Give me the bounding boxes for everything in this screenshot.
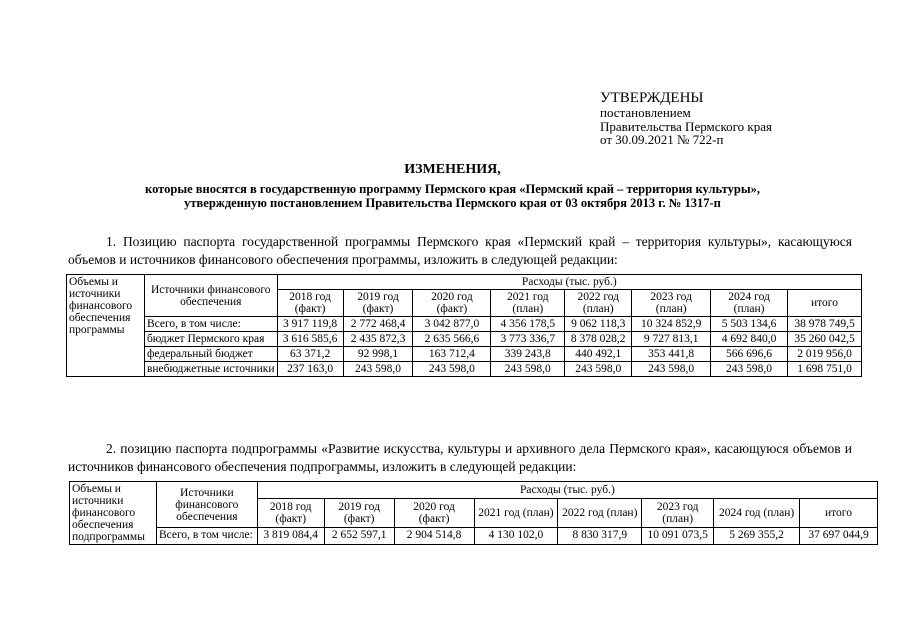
source-cell: Всего, в том числе: — [144, 317, 277, 332]
value-cell: 9 062 118,3 — [565, 317, 632, 332]
value-cell: 243 598,0 — [632, 362, 711, 377]
source-cell: внебюджетные источники — [144, 362, 277, 377]
value-cell: 3 042 877,0 — [413, 317, 491, 332]
paragraph-2-text: позицию паспорта подпрограммы «Развитие искусства, культуры и архивного дела Пермского края», касающуюся объемов и источников финансового обеспечения подпрограммы, изложить в следующей редакции: — [68, 441, 852, 474]
year-header: 2023 год (план) — [632, 290, 711, 317]
year-header: 2018 год (факт) — [277, 290, 343, 317]
expenses-header: Расходы (тыс. руб.) — [257, 482, 877, 499]
total-header: итого — [788, 290, 862, 317]
year-header: 2022 год (план) — [558, 498, 642, 528]
value-cell: 5 269 355,2 — [714, 528, 800, 545]
approval-line-2: Правительства Пермского края — [600, 118, 772, 134]
year-header: 2020 год (факт) — [413, 290, 491, 317]
document-subtitle — [0, 183, 905, 210]
paragraph-2-number: 2. — [106, 441, 117, 456]
value-cell: 243 598,0 — [413, 362, 491, 377]
value-cell: 2 652 597,1 — [324, 528, 394, 545]
value-cell: 243 598,0 — [711, 362, 788, 377]
value-cell: 2 635 566,6 — [413, 332, 491, 347]
value-cell: 566 696,6 — [711, 347, 788, 362]
value-cell: 3 819 084,4 — [257, 528, 324, 545]
value-cell: 440 492,1 — [565, 347, 632, 362]
document-title: ИЗМЕНЕНИЯ, — [404, 162, 501, 177]
expenses-header: Расходы (тыс. руб.) — [277, 275, 861, 290]
position-label: Объемы и источники финансового обеспечения программы — [67, 275, 145, 377]
value-cell: 8 378 028,2 — [565, 332, 632, 347]
source-cell: федеральный бюджет — [144, 347, 277, 362]
value-cell: 163 712,4 — [413, 347, 491, 362]
subtitle-line-2: утвержденную постановлением Правительства Пермского края от 03 октября 2013 г. № 1317-п — [184, 195, 721, 210]
source-cell: бюджет Пермского края — [144, 332, 277, 347]
position-label: Объемы и источники финансового обеспечения подпрограммы — [70, 482, 157, 545]
value-cell: 243 598,0 — [343, 362, 413, 377]
value-cell: 3 773 336,7 — [491, 332, 565, 347]
year-header: 2018 год (факт) — [257, 498, 324, 528]
year-header: 2023 год (план) — [642, 498, 714, 528]
value-cell: 3 616 585,6 — [277, 332, 343, 347]
value-cell: 339 243,8 — [491, 347, 565, 362]
value-cell: 8 830 317,9 — [558, 528, 642, 545]
year-header: 2022 год (план) — [565, 290, 632, 317]
value-cell: 4 130 102,0 — [474, 528, 558, 545]
year-header: 2021 год (план) — [474, 498, 558, 528]
year-header: 2019 год (факт) — [324, 498, 394, 528]
total-cell: 37 697 044,9 — [800, 528, 878, 545]
table-row — [67, 362, 862, 377]
approval-line-3: от 30.09.2021 № 722-п — [600, 132, 724, 147]
table-row — [70, 528, 878, 545]
approval-line-1: постановлением — [600, 105, 691, 120]
value-cell: 353 441,8 — [632, 347, 711, 362]
value-cell: 5 503 134,6 — [711, 317, 788, 332]
value-cell: 243 598,0 — [491, 362, 565, 377]
value-cell: 2 435 872,3 — [343, 332, 413, 347]
program-finance-table — [66, 274, 862, 377]
value-cell: 9 727 813,1 — [632, 332, 711, 347]
value-cell: 4 356 178,5 — [491, 317, 565, 332]
value-cell: 63 371,2 — [277, 347, 343, 362]
source-cell: Всего, в том числе: — [156, 528, 257, 545]
sources-header: Источники финансового обеспечения — [156, 482, 257, 528]
paragraph-1-number: 1. — [106, 234, 117, 249]
sources-header: Источники финансового обеспечения — [144, 275, 277, 317]
year-header: 2020 год (факт) — [394, 498, 474, 528]
value-cell: 2 772 468,4 — [343, 317, 413, 332]
value-cell: 3 917 119,8 — [277, 317, 343, 332]
total-cell: 2 019 956,0 — [788, 347, 862, 362]
table-row — [67, 317, 862, 332]
table-row — [67, 332, 862, 347]
year-header: 2024 год (план) — [714, 498, 800, 528]
table-row — [67, 347, 862, 362]
approval-stamp — [600, 90, 772, 147]
subtitle-line-1: которые вносятся в государственную программу Пермского края «Пермский край – территория культуры», — [145, 182, 760, 196]
total-cell: 38 978 749,5 — [788, 317, 862, 332]
subprogram-finance-table — [69, 481, 878, 545]
paragraph-2 — [68, 440, 852, 476]
value-cell: 237 163,0 — [277, 362, 343, 377]
total-cell: 35 260 042,5 — [788, 332, 862, 347]
value-cell: 4 692 840,0 — [711, 332, 788, 347]
value-cell: 10 324 852,9 — [632, 317, 711, 332]
total-cell: 1 698 751,0 — [788, 362, 862, 377]
value-cell: 243 598,0 — [565, 362, 632, 377]
paragraph-1 — [68, 233, 852, 269]
year-header: 2024 год (план) — [711, 290, 788, 317]
total-header: итого — [800, 498, 878, 528]
approval-title: УТВЕРЖДЕНЫ — [600, 90, 704, 106]
value-cell: 2 904 514,8 — [394, 528, 474, 545]
paragraph-1-text: Позицию паспорта государственной программы Пермского края «Пермский край – территория культуры», касающуюся объемов и источников финансового обеспечения программы, изложить в следующей редакции: — [68, 234, 852, 267]
value-cell: 92 998,1 — [343, 347, 413, 362]
year-header: 2019 год (факт) — [343, 290, 413, 317]
year-header: 2021 год (план) — [491, 290, 565, 317]
value-cell: 10 091 073,5 — [642, 528, 714, 545]
